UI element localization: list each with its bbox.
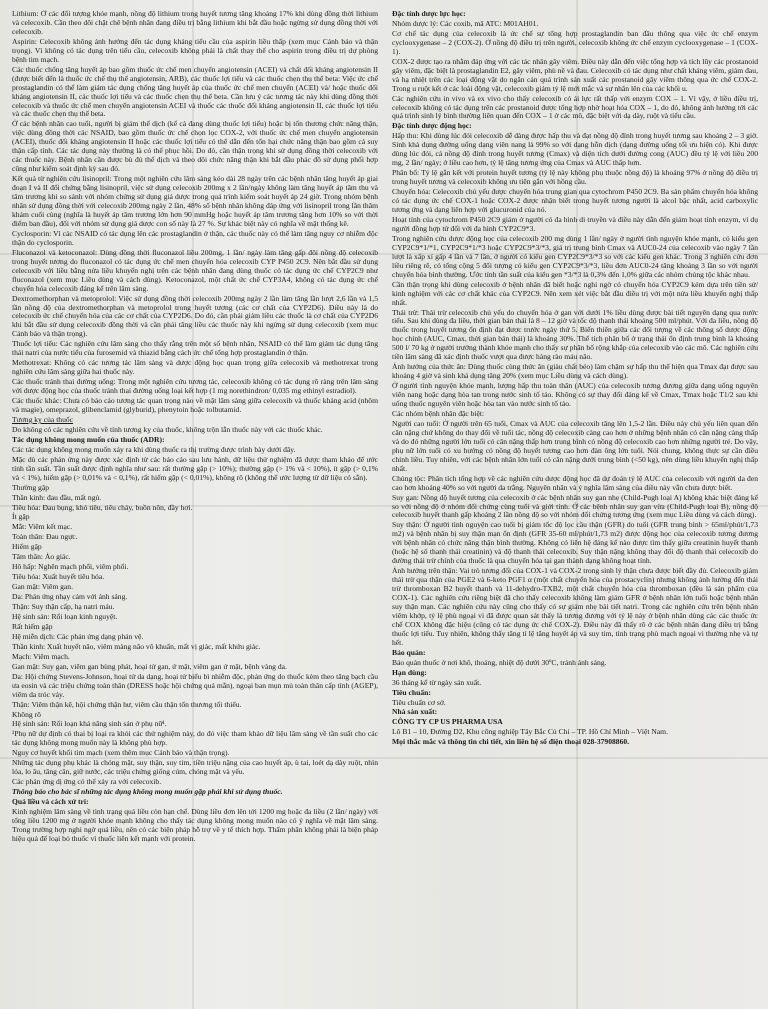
paragraph: Các nghiên cứu in vivo và ex vivo cho thấy celecoxib có ái lực rất thấp với enzym COX – 1. Vì vậy, ở liều điều trị, celecoxib không có tác dụng trên các prostanoid được tổng hợp nhờ hoạt hóa COX – 1, do đó, không ảnh hưởng tới các quá trình sinh lý bình thường liên quan đến COX – 1 ở các mô, đặc biệt với dạ dày, ruột và tiểu cầu.	[392, 93, 758, 121]
paragraph: Suy thận: Ở người tình nguyện cao tuổi bị giảm tốc độ lọc cầu thận (GFR) do tuổi (GFR trung bình > 65ml/phút/1,73 m2) và bệnh nhân bị suy thận mạn ổn định (GFR 35-60 ml/phút/1,73 m2) được động học của celecoxib tương đương với bệnh nhân có chức năng thận bình thường. Không có liên hệ đáng kể nào được tìm thấy giữa creatinin huyết thanh (hoặc hệ số thanh thải creatinin) và độ thanh thải celecoxib. Suy thận nặng không thay đổi độ thanh thải celecoxib do đường thải trừ chính của thuốc là qua chuyển hóa tại gan thành dạng không hoạt tính.	[392, 520, 758, 566]
paragraph: Hô hấp: Nghẽn mạch phổi, viêm phổi.	[12, 562, 129, 572]
section-heading: Tác dụng không mong muốn của thuốc (ADR):	[12, 434, 165, 444]
paragraph: Rất hiếm gặp	[12, 621, 53, 631]
paragraph: Hệ sinh sản: Rối loạn khả năng sinh sản ở phụ nữ¹.	[12, 719, 167, 729]
fold-line	[0, 757, 768, 759]
paragraph: Tiêu hóa: Xuất huyết tiêu hóa.	[12, 572, 105, 582]
paragraph: Ở các bệnh nhân cao tuổi, người bị giảm thể dịch (kể cả đang dùng thuốc lợi tiểu) hoặc bị tổn thương chức năng thận, việc dùng đồng thời các NSAID, bao gồm thuốc ức chế chọn lọc COX-2, với thuốc ức chế men chuyển angiotensin (ACEI), thuốc đối kháng angiotensin II hoặc các thuốc lợi tiểu có thể dẫn đến tổn hại chức năng thận bao gồm cả suy thận cấp tính. Các tác dụng này thường là có thể phục hồi. Do đó, cần thận trọng khi sử dụng đồng thời celecoxib với các thuốc này. Bệnh nhân cần được bù đủ thể dịch và theo dõi chức năng thận khi bắt đầu phác đồ sử dụng phối hợp cũng như kiểm soát định kỳ sau đó.	[12, 119, 378, 174]
paragraph: Kết quả từ nghiên cứu lisinopril: Trong một nghiên cứu lâm sàng kéo dài 28 ngày trên các bệnh nhân tăng huyết áp giai đoạn I và II đối chứng bằng lisinopril, việc sử dụng celecoxib 200mg x 2 lần/ngày không làm tăng huyết áp tâm thu và tâm trương khi so sánh với nhóm chứng sử dụng giả dược trong quá trình kiểm soát huyết áp 24 giờ. Trong nhóm bệnh nhân sử dụng đồng thời với celecoxib 200mg ngày 2 lần, 48% số bệnh nhân không đáp ứng với lisinopril trong lần thăm khám cuối cùng (nghĩa là huyết áp tâm trương lớn hơn 90 mmHg hoặc huyết áp tâm trương tăng hơn 10% so với thời điểm ban đầu), đối với nhóm sử dụng giả dược con số này là 27 %. Sự khác biệt này có nghĩa về mặt thống kê.	[12, 174, 378, 228]
paragraph: Chủng tộc: Phân tích tổng hợp về các nghiên cứu dược động học đã dự đoán tỷ lệ AUC của celecoxib với người da đen cao hơn khoảng 40% so với người da trắng. Nguyên nhân và ý nghĩa lâm sàng của điều này vẫn chưa được biết.	[392, 473, 758, 492]
paragraph: Gan mật: Suy gan, viêm gan bùng phát, hoại tử gan, ứ mật, viêm gan ứ mật, bệnh vàng da.	[12, 661, 287, 671]
section-heading: Hạn dùng:	[392, 667, 427, 677]
paragraph: Mắt: Viêm kết mạc.	[12, 522, 73, 532]
paragraph: Ảnh hưởng của thức ăn: Dùng thuốc cùng thức ăn (giàu chất béo) làm chậm sự hấp thu thể hiện qua Tmax đạt được sau khoảng 4 giờ và sinh khả dụng tăng 20% (xem mục Liều dùng và cách dùng).	[392, 362, 758, 381]
paragraph: Các thuốc khác: Chưa có báo cáo tương tác quan trọng nào về mặt lâm sàng giữa celecoxib và thuốc kháng acid (nhôm và magie), omeprazol, glibenclamid (glyburid), phenytoin hoặc tolbutamid.	[12, 396, 378, 414]
paragraph: Thần kinh: đau đầu, mất ngủ.	[12, 492, 102, 502]
section-heading: CÔNG TY CP US PHARMA USA	[392, 717, 503, 727]
section-heading: Mọi thắc mắc và thông tin chi tiết, xin liên hệ số điện thoại 028-37908860.	[392, 737, 630, 747]
paragraph: Cần thận trọng khi dùng celecoxib ở bệnh nhân đã biết hoặc nghi ngờ có chuyển hóa CYP2C9 kém dựa trên tiền sử/ kinh nghiệm với các cơ chất khác của CYP2C9. Nên xem xét việc bắt đầu điều trị với một nửa liều khuyến nghị thấp nhất.	[392, 279, 758, 307]
paragraph: Hấp thu: Khi dùng lúc đói celecoxib dễ dàng được hấp thu và đạt nồng độ đỉnh trong huyết tương sau khoảng 2 – 3 giờ. Sinh khả dụng đường uống dạng viên nang là 99% so với dạng hỗn dịch (dạng đường uống tối ưu hiện có). Khi được dùng lúc đói, cả nồng độ đỉnh trong huyết tương (Cmax) và diện tích dưới đường cong (AUC) đều tỷ lệ với liều 200 mg, 2 lần/ ngày; ở liều cao hơn, tỷ lệ tăng tương ứng của Cmax và AUC thấp hơn.	[392, 131, 758, 168]
paragraph: Hệ sinh sản: Rối loạn kinh nguyệt.	[12, 612, 118, 621]
paragraph: Gan mật: Viêm gan.	[12, 582, 73, 592]
paragraph: Người cao tuổi: Ở người trên 65 tuổi, Cmax và AUC của celecoxib tăng lên 1,5-2 lần. Điều này chủ yếu liên quan đến cân nặng chứ không do thay đổi về tuổi tác, nồng độ celecoxib càng cao hơn ở những bệnh nhân có cân nặng càng thấp và do đó những người lớn tuổi có cân nặng thấp hơn trung bình có nồng độ celecoxib cao hơn những người trẻ. Do vậy, phụ nữ lớn tuổi có xu hướng có nồng độ huyết tương cao hơn đàn ông lớn tuổi. Nói chung, không thực sự cần điều chỉnh liều. Tuy nhiên, với các bệnh nhân lớn tuổi có cân nặng dưới trung bình (<50 kg), nên dùng liều khuyến nghị thấp nhất.	[392, 418, 758, 473]
section-heading: Bảo quản:	[392, 647, 426, 657]
paragraph: ¹Phụ nữ dự định có thai bị loại ra khỏi các thử nghiệm này, do đó việc tham khảo dữ liệu lâm sàng về tần suất cho các tác dụng không mong muốn này là không phù hợp.	[12, 729, 378, 748]
paragraph: COX-2 được tạo ra nhằm đáp ứng với các tác nhân gây viêm. Điều này dẫn đến việc tổng hợp và tích lũy các prostanoid gây viêm, đặc biệt là prostaglandin E2, gây viêm, phù nề và đau. Celecoxib có tác dụng như chất kháng viêm, giảm đau, và hạ nhiệt trên các loại động vật do ngăn cản quá trình sản xuất các prostanoid gây viêm thông qua ức chế COX-2. Trong u ruột kết ở các loài động vật, celecoxib giảm tỷ lệ mới mắc và sự nhân lên của các khối u.	[392, 56, 758, 93]
paragraph: Các nhóm bệnh nhân đặc biệt:	[392, 408, 485, 418]
paragraph: Do không có các nghiên cứu về tính tương kỵ của thuốc, không trộn lẫn thuốc này với các thuốc khác.	[12, 424, 323, 434]
paragraph: Không rõ	[12, 709, 41, 719]
section-heading: Thông báo cho bác sĩ những tác dụng không mong muốn gặp phải khi sử dụng thuốc.	[12, 787, 283, 797]
paragraph: Lô B1 – 10, Đường D2, Khu công nghiệp Tây Bắc Củ Chi – TP. Hồ Chí Minh – Việt Nam.	[392, 727, 668, 737]
paragraph: Toàn thân: Đau ngực.	[12, 532, 78, 542]
paragraph: Cơ chế tác dụng của celecoxib là ức chế sự tổng hợp prostaglandin ban đầu thông qua việc ức chế enzym cyclooxygenase – 2 (COX-2). Ở nồng độ điều trị trên người, celecoxib không ức chế enzym cyclooxygenase – 1 (COX-1).	[392, 28, 758, 56]
paragraph: Các phản ứng dị ứng có thể xảy ra với celecoxib.	[12, 777, 162, 787]
paragraph: Ở người tình nguyện khỏe mạnh, lượng hấp thu toàn thân (AUC) của celecoxib tương đương giữa dạng uống nguyên viên nang hoặc dạng hòa tan trong nước sinh tố táo. Không có sự thay đổi đáng kể về Cmax, Tmax hoặc T1/2 sau khi uống thuốc nguyên viên hoặc hòa tan vào nước sinh tố táo.	[392, 381, 758, 409]
paragraph: Thải trừ: Thải trừ celecoxib chủ yếu do chuyển hóa ở gan với dưới 1% liều dùng được bài tiết nguyên dạng qua nước tiểu. Sau khi dùng đa liều, thời gian bán thải là 8 – 12 giờ và tốc độ thanh thải khoảng 500 ml/phút. Với đa liều, nồng độ thuốc trong huyết tương ổn định đạt được trước ngày thứ 5. Biến thiên giữa các đối tượng về các thông số dược động học chính (AUC, Cmax, thời gian bán thải) là khoảng 30%. Thể tích phân bố ở trạng thái ổn định trung bình là khoảng 500 l/ 70 kg ở người trưởng thành khỏe mạnh cho thấy sự phân bố rộng khắp của celecoxib vào các mô. Các nghiên cứu tiền lâm sàng đã xác định thuốc vượt qua được hàng rào máu não.	[392, 307, 758, 362]
paragraph: Aspirin: Celecoxib không ảnh hưởng đến tác dụng kháng tiểu cầu của aspirin liều thấp (xem mục Cảnh báo và thận trọng). Vì không có tác dụng trên tiểu cầu, celecoxib không phải là chất thay thế cho aspirin trong điều trị dự phòng bệnh tim mạch.	[12, 36, 378, 64]
section-heading: Đặc tính dược động học:	[392, 121, 472, 131]
paragraph: Mạch: Viêm mạch.	[12, 651, 70, 661]
section-heading: Tiêu chuẩn:	[392, 687, 431, 697]
paragraph: Các thuốc chống tăng huyết áp bao gồm thuốc ức chế men chuyển angiotensin (ACEI) và chất đối kháng angiotensin II (được biết đến là thuốc ức chế thụ thể angiotensin, ARB), các thuốc lợi tiểu và các thuốc chẹn thụ thể beta: Việc ức chế prostaglandin có thể làm giảm tác dụng chống tăng huyết áp của thuốc ức chế men chuyển (ACEI) và/ hoặc thuốc đối kháng angiotensin II, các thuốc lợi tiểu và các thuốc chẹn thụ thể beta. Cần lưu ý các tương tác này khi dùng đồng thời celecoxib và thuốc ức chế men chuyển angiotensin ACEI và thuốc các thuốc đối kháng angiotensin II, các thuốc lợi tiểu và các thuốc chẹn thụ thể beta.	[12, 64, 378, 119]
paragraph: Fluconazol và ketoconazol: Dùng đồng thời fluconazol liều 200mg, 1 lần/ ngày làm tăng gấp đôi nồng độ celecoxib trong huyết tương do fluconazol có tác dụng ức chế men chuyển hóa celecoxib CYP P450 2C9. Nên bắt đầu sử dụng celecoxib với liều bằng nửa liều khuyến nghị trên các bệnh nhân đang dùng thuốc có tác dụng ức chế CYP2C9 như fluconazol (xem mục Liều dùng và cách dùng). Ketoconazol, một chất ức chế CYP3A4, không có tác dụng ức chế chuyển hóa celecoxib đáng kể trên lâm sàng.	[12, 247, 378, 293]
subsection-heading: Tương kỵ của thuốc	[12, 414, 74, 424]
paragraph: Suy gan: Nồng độ huyết tương của celecoxib ở các bệnh nhân suy gan nhẹ (Child-Pugh loại A) không khác biệt đáng kể so với nồng độ ở nhóm đối chứng cùng tuổi và giới tính. Ở các bệnh nhân suy gan vừa (Child-Pugh loại B), nồng độ celecoxib huyết thanh gấp khoảng 2 lần nồng độ so với nhóm đối chứng tương ứng (xem mục Liều dùng và cách dùng).	[392, 492, 758, 520]
paragraph: Tiêu chuẩn cơ sở.	[392, 697, 446, 707]
paragraph: Bảo quản thuốc ở nơi khô, thoáng, nhiệt độ dưới 30ºC, tránh ánh sáng.	[392, 657, 607, 667]
paragraph: Da: Hội chứng Stevens-Johnson, hoại tử da dạng, hoại tử biểu bì nhiễm độc, phản ứng do thuốc kèm theo tăng bạch cầu ưa eosin và các triệu chứng toàn thân (DRESS hoặc hội chứng quá mẫn), ngoại ban mụn mủ toàn thân cấp tính (AGEP), viêm da tróc vảy.	[12, 671, 378, 699]
paragraph: Cyclosporin: Vì các NSAID có tác dụng lên các prostaglandin ở thận, các thuốc này có thể làm tăng nguy cơ nhiễm độc thận do cyclosporin.	[12, 228, 378, 247]
paragraph: Ít gặp	[12, 512, 30, 522]
paragraph: Mặc dù các phản ứng này được xác định từ các báo cáo sau lưu hành, dữ liệu thử nghiệm đã được tham khảo để ước tính tần suất. Tần suất được định nghĩa như sau: rất thường gặp (> 10%); thường gặp (> 1% và < 10%), ít gặp (> 0,1% và < 1%), hiếm gặp (> 0,01% và < 0,1%), rất hiếm gặp (< 0,01%), không rõ (không thể ước lượng từ dữ liệu có sẵn).	[12, 454, 378, 482]
paragraph: Nguy cơ huyết khối tim mạch (xem thêm mục Cảnh báo và thận trọng).	[12, 748, 230, 758]
section-heading: Nhà sản xuất:	[392, 707, 438, 717]
paragraph: Thận: Suy thận cấp, hạ natri máu.	[12, 602, 115, 612]
paragraph: Ảnh hưởng trên thận: Vai trò tương đối của COX-1 và COX-2 trong sinh lý thận chưa được biết đầy đủ. Celecoxib giảm thải trừ qua thận của PGE2 và 6-keto PGF1 α (một chất chuyển hóa của prostacyclin) nhưng không ảnh hưởng đến thải trừ thromboxan B2 huyết thanh và 11-dehydro-TXB2, một chất chuyển hóa của thromboxan (đều là sản phẩm của COX-1). Các nghiên cứu riêng biệt đã cho thấy celecoxib không làm giảm GFR ở bệnh nhân lớn tuổi hoặc bệnh nhân suy thận mạn. Các nghiên cứu này cũng cho thấy có sự giảm nhẹ bài tiết natri. Trong các nghiên cứu trên bệnh nhân viêm khớp, tỷ lệ phù ngoại vi đã được quan sát thấy là tương đương với tỷ lệ này ở bệnh nhân dùng các các thuốc ức chế COX không đặc hiệu (cũng có tác dụng ức chế COX-2). Điều này đã thấy rõ ở các bệnh nhân đang điều trị bằng thuốc lợi tiểu. Tuy nhiên, không thấy tăng tỉ lệ tăng huyết áp và suy tim, tình trạng phù mạch ngoại vi thường nhẹ và tự hết.	[392, 566, 758, 647]
paragraph: Những tác dụng phụ khác là chóng mặt, suy thận, suy tim, tiền triệu nặng của cao huyết áp, ù tai, loét dạ dày ruột, nhìn lóa, lo âu, tăng cân, giữ nước, các triệu chứng giống cúm, chóng mặt và yếu.	[12, 758, 378, 777]
section-heading: Đặc tính dược lực học:	[392, 10, 466, 18]
paragraph: Hoạt tính của cytochrom P450 2C9 giảm ở người có đa hình di truyền và điều này dẫn đến giảm hoạt tính enzym, ví dụ người đồng hợp tử đối với đa hình CYP2C9*3.	[392, 214, 758, 233]
paragraph: Phân bố: Tỷ lệ gắn kết với protein huyết tương (tỷ lệ này không phụ thuộc nồng độ) là khoảng 97% ở nồng độ điều trị trong huyết tương và celecoxib không ưu tiên gắn với hồng cầu.	[392, 168, 758, 187]
paragraph: Tiêu hóa: Đau bụng, khó tiêu, tiêu chảy, buồn nôn, đầy hơi.	[12, 502, 193, 512]
paragraph: 36 tháng kể từ ngày sản xuất.	[392, 677, 482, 687]
fold-line	[0, 253, 768, 255]
paragraph: Nhóm dược lý: Các coxib, mã ATC: M01AH01.	[392, 18, 539, 28]
paragraph: Methotrexat: Không có các tương tác lâm sàng và dược động học quan trọng giữa celecoxib và methotrexat trong nghiên cứu lâm sàng giữa hai thuốc này.	[12, 358, 378, 377]
paragraph: Thận: Viêm thận kẽ, hội chứng thận hư, viêm cầu thận tổn thương tối thiểu.	[12, 699, 242, 709]
paragraph: Dextromethorphan và metoprolol: Việc sử dụng đồng thời celecoxib 200mg ngày 2 lần làm tăng lần lượt 2,6 lần và 1,5 lần nồng độ của dextromethorphan và metoprolol trong huyết tương (các cơ chất của CYP2D6). Điều này là do celecoxib ức chế chuyển hóa của các cơ chất của CYP2D6. Do đó, cần phải giảm liều các thuốc là cơ chất của CYP2D6 khi bắt đầu sử dụng celecoxib đồng thời và cần phải tăng liều các thuốc này khi ngừng sử dụng celecoxib (xem mục Cảnh báo và thận trọng).	[12, 293, 378, 339]
paragraph: Hiếm gặp	[12, 542, 42, 552]
paragraph: Các thuốc tránh thai đường uống: Trong một nghiên cứu tương tác, celecoxib không có tác dụng rõ ràng trên lâm sàng với dược động học của thuốc tránh thai đường uống loại kết hợp (1 mg norethindron/ 0,035 mg ethinyl estradiol).	[12, 377, 378, 396]
paragraph: Da: Phản ứng nhạy cảm với ánh sáng.	[12, 592, 128, 602]
paragraph: Thần kinh: Xuất huyết não, viêm màng não vô khuẩn, mất vị giác, mất khứu giác.	[12, 641, 261, 651]
paragraph: Thường gặp	[12, 482, 50, 492]
paragraph: Hệ miễn dịch: Các phản ứng dạng phản vệ.	[12, 631, 144, 641]
paragraph: Thuốc lợi tiểu: Các nghiên cứu lâm sàng cho thấy rằng trên một số bệnh nhân, NSAID có thể làm giảm tác dụng tăng thải natri của nước tiểu của furosemid và thiazid bằng cách ức chế tổng hợp prostaglandin ở thận.	[12, 339, 378, 358]
paragraph: Trong nghiên cứu dược động học của celecoxib 200 mg dùng 1 lần/ ngày ở người tình nguyện khỏe mạnh, có kiểu gen CYP2C9*1/*1, CYP2C9*1/*3 hoặc CYP2C9*3/*3, giá trị trung bình Cmax và AUC0-24 của celecoxib vào ngày 7 lần lượt là xấp xỉ gấp 4 lần và 7 lần, ở người có kiểu gen CYP2C9*3/*3 so với các kiểu gen khác. Trong 3 nghiên cứu đơn liều riêng rẽ, có tổng cộng 5 đối tượng có kiểu gen CYP2C9*3/*3, liều đơn AUC0-24 tăng khoảng 3 lần so với người chuyển hóa bình thường. Ước tính tần suất của kiểu gen *3/*3 là 0,3% đến 1,0% giữa các nhóm chủng tộc khác nhau.	[392, 233, 758, 279]
paragraph: Lithium: Ở các đối tượng khỏe mạnh, nồng độ lithium trong huyết tương tăng khoảng 17% khi dùng đồng thời lithium và celecoxib. Cần theo dõi chặt chẽ bệnh nhân đang điều trị bằng lithium khi bắt đầu hoặc ngừng sử dụng đồng thời với celecoxib.	[12, 10, 378, 36]
paragraph: Kinh nghiệm lâm sàng về tình trạng quá liều còn hạn chế. Dùng liều đơn lên tới 1200 mg hoặc đa liều (2 lần/ ngày) với tổng liều 1200 mg ở người khỏe mạnh không cho thấy tác dụng không mong muốn nào có ý nghĩa về mặt lâm sàng. Trong trường hợp nghi ngờ quá liều, nên có các biện pháp hỗ trợ về y tế thích hợp. Thẩm phân không phải là biện pháp hiệu quả để loại bỏ thuốc vì thuốc liên kết mạnh với protein.	[12, 807, 378, 843]
fold-line	[0, 505, 768, 507]
paragraph: Chuyển hóa: Celecoxib chủ yếu được chuyển hóa trung gian qua cytochrom P450 2C9. Ba sản phẩm chuyển hóa không có tác dụng ức chế COX-1 hoặc COX-2 được nhận biết trong huyết tương người là alcol bậc nhất, acid carboxylic tương ứng và dạng liên hợp với glucuronid của nó.	[392, 187, 758, 215]
paragraph: Các tác dụng không mong muốn xảy ra khi dùng thuốc ra thị trường được trình bày dưới đây.	[12, 444, 296, 454]
section-heading: Quá liều và cách xử trí:	[12, 797, 89, 807]
paragraph: Tâm thần: Ảo giác.	[12, 552, 71, 562]
